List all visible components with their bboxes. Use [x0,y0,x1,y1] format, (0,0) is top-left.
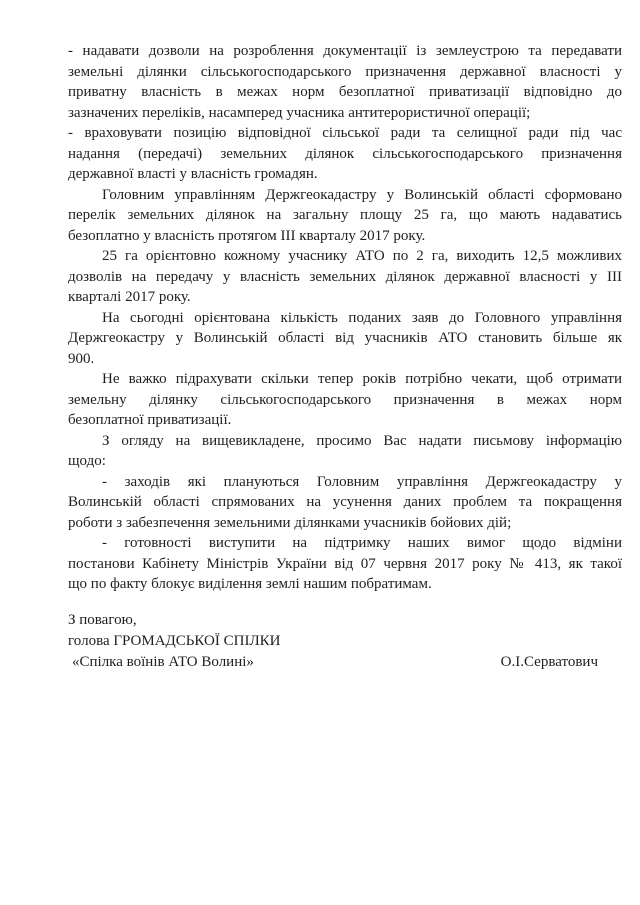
text-line: дозволів на передачу у власність земельних ділянок державної власності у III [68,268,622,285]
closing-salutation: З повагою, [68,611,137,628]
paragraph [68,123,622,185]
closing-block [68,610,622,673]
text-line: - надавати дозволи на розроблення документації із землеустрою та передавати [68,43,622,59]
text-line: Не важко підрахувати скільки тепер років потрібно чекати, щоб отримати [102,371,622,387]
text-line: зазначених переліків, насамперед учасника антитерористичної операції; [68,104,531,121]
text-line: З огляду на вищевикладене, просимо Вас надати письмову інформацію [102,432,622,449]
text-line: що по факту блокує виділення землі нашим побратимам. [68,576,432,592]
text-line: 900. [68,350,95,367]
text-line: земельні ділянки сільськогосподарського призначення державної власності у [68,63,622,80]
text-line: щодо: [68,453,106,469]
text-line: роботи з забезпечення земельними ділянками учасників бойових дій; [68,514,512,531]
text-line: перелік земельних ділянок на загальну площу 25 га, що мають надаватись [68,207,622,223]
text-line: Волинській області спрямованих на усунення даних проблем та покращення [68,494,622,510]
organization-name: «Спілка воїнів АТО Волині» [72,653,254,670]
paragraph [68,246,622,308]
text-line: Держгеокастру у Волинській області від учасників АТО становить більше як [68,330,622,346]
text-line: земельну ділянку сільськогосподарського призначення в межах норм [68,391,622,408]
text-line: надання (передачі) земельних ділянок сільськогосподарського призначення [68,145,622,162]
paragraph [68,431,622,472]
text-line: кварталі 2017 року. [68,289,191,305]
signer-name: О.І.Серватович [500,653,598,670]
paragraph [68,472,622,534]
text-line: Головним управлінням Держгеокадастру у Волинській області сформовано [102,186,622,203]
text-line: державної власті у власність громадян. [68,166,318,182]
paragraph [68,185,622,247]
signature-row [68,652,622,673]
text-line: приватну власність в межах норм безоплатної приватизації відповідно до [68,84,622,100]
text-line: безоплатної приватизації. [68,412,232,428]
paragraph [68,41,622,123]
text-line: безоплатно у власність протягом III кварталу 2017 року. [68,227,426,244]
text-line: постанови Кабінету Міністрів України від 07 червня 2017 року № 413, як такої [68,555,622,572]
text-line: - заходів які плануються Головним управління Держгеокадастру у [102,473,622,490]
text-line: - враховувати позицію відповідної сільської ради та селищної ради під час [68,125,622,141]
text-line: На сьогодні орієнтована кількість поданих заяв до Головного управління [102,309,622,326]
letter-body [68,41,622,673]
signer-title: голова ГРОМАДСЬКОЇ СПІЛКИ [68,632,281,649]
text-line: - готовності виступити на підтримку наших вимог щодо відміни [102,535,622,551]
paragraph [68,308,622,370]
paragraph [68,533,622,595]
paragraph [68,369,622,431]
text-line: 25 га орієнтовно кожному учаснику АТО по 2 га, виходить 12,5 можливих [102,248,622,264]
